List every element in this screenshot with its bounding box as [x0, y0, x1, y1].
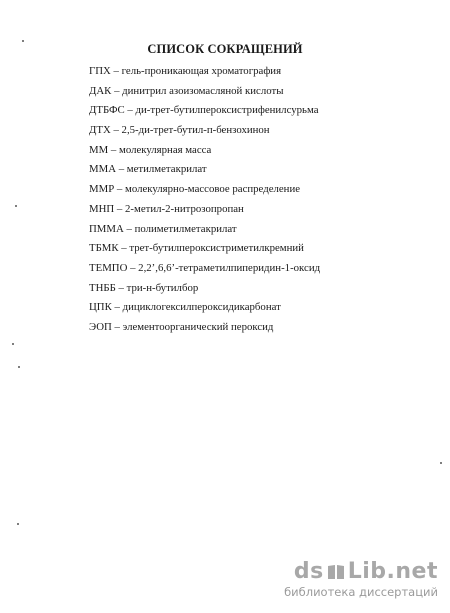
- scan-speck: [12, 343, 14, 345]
- list-item: ТБМК – трет-бутилпероксистриметилкремний: [89, 242, 304, 255]
- scan-speck: [15, 205, 17, 207]
- book-icon: [326, 562, 346, 582]
- abbreviation-list: [89, 62, 320, 338]
- list-item: ДТХ – 2,5-ди-трет-бутил-п-бензохинон: [89, 124, 270, 137]
- list-item: ММР – молекулярно-массовое распределение: [89, 183, 301, 196]
- scan-speck: [18, 366, 20, 368]
- watermark-brand-tld: net: [395, 559, 438, 584]
- page-title: СПИСОК СОКРАЩЕНИЙ: [147, 42, 303, 56]
- list-item: ЭОП – элементоорганический пероксид: [89, 320, 274, 333]
- list-item: ТЕМПО – 2,2’,6,6’-тетраметилпиперидин-1-оксид: [89, 261, 321, 274]
- list-item: МНП – 2-метил-2-нитрозопропан: [89, 202, 244, 215]
- watermark-brand-prefix: ds: [293, 559, 324, 584]
- scan-speck: [440, 462, 442, 464]
- scan-speck: [17, 523, 19, 525]
- watermark-brand-dot: .: [386, 559, 396, 584]
- watermark-tagline: библиотека диссертаций: [284, 585, 438, 599]
- list-item: ТНББ – три-н-бутилбор: [89, 281, 199, 294]
- scan-speck: [22, 40, 24, 42]
- list-item: ГПХ – гель-проникающая хроматография: [89, 65, 282, 77]
- watermark-brand-suffix: Lib: [347, 559, 387, 584]
- list-item: ДАК – динитрил азоизомасляной кислоты: [89, 84, 284, 97]
- list-item: ПММА – полиметилметакрилат: [89, 222, 237, 235]
- dslib-watermark: [284, 560, 438, 599]
- list-item: ДТБФС – ди-трет-бутилпероксистрифенилсурьма: [89, 104, 319, 117]
- list-item: ММА – метилметакрилат: [89, 163, 207, 176]
- watermark-brand: [284, 560, 438, 584]
- list-item: ММ – молекулярная масса: [89, 143, 212, 156]
- list-item: ЦПК – дициклогексилпероксидикарбонат: [89, 301, 281, 314]
